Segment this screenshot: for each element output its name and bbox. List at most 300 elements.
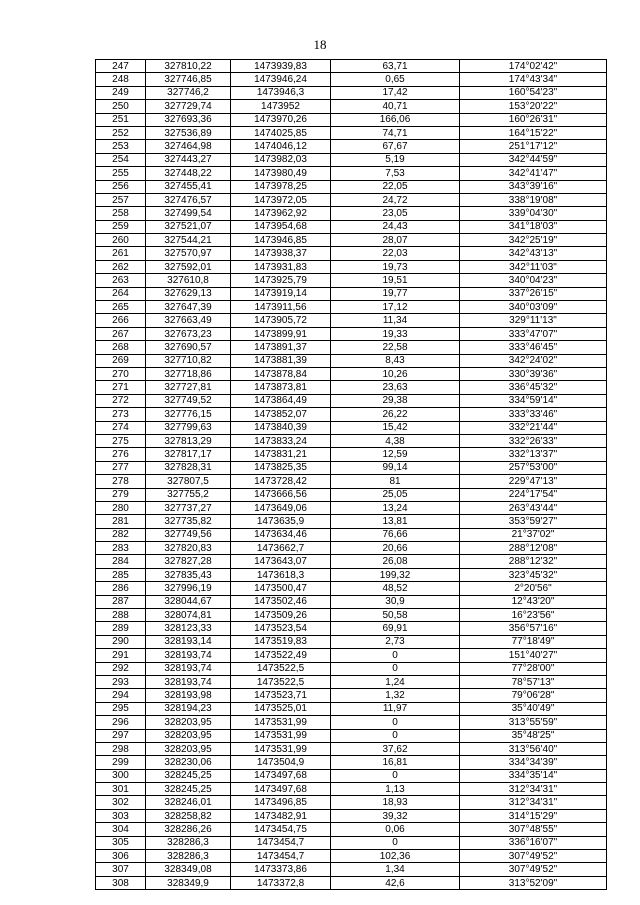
point-number-cell: 293 [96,675,146,688]
bearing-cell: 78°57'13" [460,675,607,688]
table-row [96,501,607,514]
distance-cell: 0 [331,836,460,849]
bearing-cell: 313°56'40" [460,742,607,755]
y-coordinate-cell: 1473523,71 [231,689,331,702]
y-coordinate-cell: 1473502,46 [231,595,331,608]
point-number-cell: 291 [96,649,146,662]
distance-cell: 40,71 [331,100,460,113]
distance-cell: 17,42 [331,86,460,99]
distance-cell: 1,32 [331,689,460,702]
y-coordinate-cell: 1473649,06 [231,501,331,514]
page-number: 18 [313,37,327,52]
point-number-cell: 292 [96,662,146,675]
bearing-cell: 313°52'09" [460,876,607,889]
distance-cell: 7,53 [331,167,460,180]
point-number-cell: 261 [96,247,146,260]
distance-cell: 0 [331,729,460,742]
point-number-cell: 266 [96,314,146,327]
bearing-cell: 160°54'23" [460,86,607,99]
y-coordinate-cell: 1473931,83 [231,260,331,273]
table-row [96,809,607,822]
y-coordinate-cell: 1473946,85 [231,234,331,247]
point-number-cell: 288 [96,609,146,622]
table-row [96,60,607,73]
bearing-cell: 314°15'29" [460,809,607,822]
bearing-cell: 333°47'07" [460,327,607,340]
table-row [96,542,607,555]
table-row [96,823,607,836]
distance-cell: 28,07 [331,234,460,247]
x-coordinate-cell: 328286,3 [146,836,231,849]
x-coordinate-cell: 327718,86 [146,367,231,380]
bearing-cell: 16°23'56" [460,609,607,622]
point-number-cell: 287 [96,595,146,608]
x-coordinate-cell: 327835,43 [146,568,231,581]
bearing-cell: 307°49'52" [460,850,607,863]
point-number-cell: 251 [96,113,146,126]
y-coordinate-cell: 1473962,92 [231,207,331,220]
x-coordinate-cell: 327996,19 [146,582,231,595]
y-coordinate-cell: 1473666,56 [231,488,331,501]
y-coordinate-cell: 1473982,03 [231,153,331,166]
y-coordinate-cell: 1473454,7 [231,836,331,849]
distance-cell: 19,73 [331,260,460,273]
point-number-cell: 279 [96,488,146,501]
point-number-cell: 273 [96,408,146,421]
x-coordinate-cell: 327776,15 [146,408,231,421]
x-coordinate-cell: 327746,2 [146,86,231,99]
table-row [96,662,607,675]
coordinates-table [95,59,607,890]
bearing-cell: 312°34'31" [460,796,607,809]
distance-cell: 67,67 [331,140,460,153]
x-coordinate-cell: 327673,23 [146,327,231,340]
bearing-cell: 341°18'03" [460,220,607,233]
bearing-cell: 329°11'13" [460,314,607,327]
table-row [96,394,607,407]
distance-cell: 50,58 [331,609,460,622]
x-coordinate-cell: 327476,57 [146,193,231,206]
table-row [96,247,607,260]
distance-cell: 0 [331,662,460,675]
distance-cell: 17,12 [331,301,460,314]
table-row [96,86,607,99]
bearing-cell: 337°26'15" [460,287,607,300]
bearing-cell: 342°43'13" [460,247,607,260]
table-row [96,876,607,889]
y-coordinate-cell: 1473938,37 [231,247,331,260]
bearing-cell: 338°19'08" [460,193,607,206]
distance-cell: 76,66 [331,528,460,541]
bearing-cell: 12°43'20" [460,595,607,608]
point-number-cell: 280 [96,501,146,514]
x-coordinate-cell: 327737,27 [146,501,231,514]
y-coordinate-cell: 1473946,3 [231,86,331,99]
table-row [96,153,607,166]
point-number-cell: 272 [96,394,146,407]
x-coordinate-cell: 327817,17 [146,448,231,461]
x-coordinate-cell: 327455,41 [146,180,231,193]
bearing-cell: 35°48'25" [460,729,607,742]
y-coordinate-cell: 1473500,47 [231,582,331,595]
point-number-cell: 265 [96,301,146,314]
distance-cell: 29,38 [331,394,460,407]
table-row [96,769,607,782]
x-coordinate-cell: 327813,29 [146,434,231,447]
table-row [96,448,607,461]
bearing-cell: 288°12'08" [460,542,607,555]
point-number-cell: 296 [96,716,146,729]
distance-cell: 0,06 [331,823,460,836]
y-coordinate-cell: 1473496,85 [231,796,331,809]
x-coordinate-cell: 327629,13 [146,287,231,300]
distance-cell: 42,6 [331,876,460,889]
x-coordinate-cell: 328044,67 [146,595,231,608]
point-number-cell: 260 [96,234,146,247]
y-coordinate-cell: 1473873,81 [231,381,331,394]
x-coordinate-cell: 327810,22 [146,60,231,73]
distance-cell: 69,91 [331,622,460,635]
y-coordinate-cell: 1473372,8 [231,876,331,889]
distance-cell: 99,14 [331,461,460,474]
point-number-cell: 285 [96,568,146,581]
point-number-cell: 248 [96,73,146,86]
distance-cell: 1,24 [331,675,460,688]
point-number-cell: 254 [96,153,146,166]
distance-cell: 1,13 [331,783,460,796]
table-row [96,126,607,139]
bearing-cell: 334°35'14" [460,769,607,782]
bearing-cell: 343°39'16" [460,180,607,193]
table-row [96,234,607,247]
table-row [96,421,607,434]
distance-cell: 25,05 [331,488,460,501]
distance-cell: 24,72 [331,193,460,206]
bearing-cell: 77°18'49" [460,635,607,648]
table-row [96,461,607,474]
bearing-cell: 332°13'37" [460,448,607,461]
table-row [96,582,607,595]
bearing-cell: 333°33'46" [460,408,607,421]
table-row [96,327,607,340]
table-row [96,515,607,528]
point-number-cell: 249 [96,86,146,99]
y-coordinate-cell: 1473504,9 [231,756,331,769]
bearing-cell: 340°03'09" [460,301,607,314]
distance-cell: 20,66 [331,542,460,555]
distance-cell: 16,81 [331,756,460,769]
distance-cell: 63,71 [331,60,460,73]
point-number-cell: 278 [96,475,146,488]
point-number-cell: 268 [96,341,146,354]
point-number-cell: 255 [96,167,146,180]
point-number-cell: 264 [96,287,146,300]
table-row [96,783,607,796]
point-number-cell: 256 [96,180,146,193]
bearing-cell: 332°26'33" [460,434,607,447]
distance-cell: 102,36 [331,850,460,863]
distance-cell: 0,65 [331,73,460,86]
point-number-cell: 271 [96,381,146,394]
bearing-cell: 330°39'36" [460,367,607,380]
x-coordinate-cell: 328074,81 [146,609,231,622]
point-number-cell: 277 [96,461,146,474]
y-coordinate-cell: 1473972,05 [231,193,331,206]
point-number-cell: 247 [96,60,146,73]
y-coordinate-cell: 1473454,75 [231,823,331,836]
y-coordinate-cell: 1473618,3 [231,568,331,581]
y-coordinate-cell: 1473905,72 [231,314,331,327]
table-row [96,434,607,447]
bearing-cell: 333°46'45" [460,341,607,354]
point-number-cell: 297 [96,729,146,742]
bearing-cell: 342°41'47" [460,167,607,180]
table-row [96,609,607,622]
point-number-cell: 306 [96,850,146,863]
point-number-cell: 305 [96,836,146,849]
y-coordinate-cell: 1473840,39 [231,421,331,434]
bearing-cell: 342°44'59" [460,153,607,166]
x-coordinate-cell: 327570,97 [146,247,231,260]
table-row [96,100,607,113]
x-coordinate-cell: 327464,98 [146,140,231,153]
bearing-cell: 257°53'00" [460,461,607,474]
table-row [96,729,607,742]
bearing-cell: 313°55'59" [460,716,607,729]
table-row [96,528,607,541]
bearing-cell: 251°17'12" [460,140,607,153]
x-coordinate-cell: 328349,9 [146,876,231,889]
point-number-cell: 290 [96,635,146,648]
x-coordinate-cell: 327592,01 [146,260,231,273]
y-coordinate-cell: 1473946,24 [231,73,331,86]
table-row [96,742,607,755]
table-row [96,260,607,273]
point-number-cell: 308 [96,876,146,889]
point-number-cell: 286 [96,582,146,595]
bearing-cell: 339°04'30" [460,207,607,220]
x-coordinate-cell: 328193,74 [146,649,231,662]
bearing-cell: 342°25'19" [460,234,607,247]
y-coordinate-cell: 1473531,99 [231,742,331,755]
y-coordinate-cell: 1473978,25 [231,180,331,193]
y-coordinate-cell: 1473634,46 [231,528,331,541]
bearing-cell: 263°43'44" [460,501,607,514]
point-number-cell: 275 [96,434,146,447]
point-number-cell: 282 [96,528,146,541]
point-number-cell: 258 [96,207,146,220]
table-row [96,796,607,809]
bearing-cell: 2°20'56" [460,582,607,595]
y-coordinate-cell: 1473531,99 [231,729,331,742]
distance-cell: 4,38 [331,434,460,447]
point-number-cell: 252 [96,126,146,139]
bearing-cell: 151°40'27" [460,649,607,662]
y-coordinate-cell: 1473662,7 [231,542,331,555]
x-coordinate-cell: 327663,49 [146,314,231,327]
bearing-cell: 174°02'42" [460,60,607,73]
table-body [96,60,607,890]
point-number-cell: 301 [96,783,146,796]
distance-cell: 199,32 [331,568,460,581]
y-coordinate-cell: 1473373,86 [231,863,331,876]
table-row [96,367,607,380]
y-coordinate-cell: 1473509,26 [231,609,331,622]
bearing-cell: 164°15'22" [460,126,607,139]
x-coordinate-cell: 327690,57 [146,341,231,354]
point-number-cell: 274 [96,421,146,434]
distance-cell: 15,42 [331,421,460,434]
x-coordinate-cell: 328286,3 [146,850,231,863]
x-coordinate-cell: 328245,25 [146,769,231,782]
table-row [96,475,607,488]
x-coordinate-cell: 327499,54 [146,207,231,220]
distance-cell: 19,33 [331,327,460,340]
point-number-cell: 270 [96,367,146,380]
y-coordinate-cell: 1473878,84 [231,367,331,380]
y-coordinate-cell: 1473482,91 [231,809,331,822]
distance-cell: 18,93 [331,796,460,809]
distance-cell: 5,19 [331,153,460,166]
table-row [96,193,607,206]
table-row [96,314,607,327]
point-number-cell: 302 [96,796,146,809]
distance-cell: 0 [331,716,460,729]
table-row [96,836,607,849]
bearing-cell: 332°21'44" [460,421,607,434]
point-number-cell: 284 [96,555,146,568]
y-coordinate-cell: 1474046,12 [231,140,331,153]
point-number-cell: 299 [96,756,146,769]
bearing-cell: 288°12'32" [460,555,607,568]
bearing-cell: 336°16'07" [460,836,607,849]
x-coordinate-cell: 328349,08 [146,863,231,876]
distance-cell: 11,97 [331,702,460,715]
y-coordinate-cell: 1473454,7 [231,850,331,863]
y-coordinate-cell: 1473980,49 [231,167,331,180]
point-number-cell: 250 [96,100,146,113]
table-row [96,301,607,314]
table-row [96,649,607,662]
bearing-cell: 334°34'39" [460,756,607,769]
point-number-cell: 259 [96,220,146,233]
table-row [96,73,607,86]
distance-cell: 74,71 [331,126,460,139]
table-row [96,675,607,688]
distance-cell: 26,22 [331,408,460,421]
point-number-cell: 257 [96,193,146,206]
distance-cell: 22,05 [331,180,460,193]
x-coordinate-cell: 327610,8 [146,274,231,287]
x-coordinate-cell: 327749,56 [146,528,231,541]
distance-cell: 39,32 [331,809,460,822]
y-coordinate-cell: 1473497,68 [231,783,331,796]
table-row [96,274,607,287]
x-coordinate-cell: 328193,74 [146,675,231,688]
bearing-cell: 356°57'16" [460,622,607,635]
point-number-cell: 281 [96,515,146,528]
x-coordinate-cell: 327755,2 [146,488,231,501]
bearing-cell: 307°48'55" [460,823,607,836]
x-coordinate-cell: 328193,74 [146,662,231,675]
y-coordinate-cell: 1473899,91 [231,327,331,340]
point-number-cell: 276 [96,448,146,461]
bearing-cell: 174°43'34" [460,73,607,86]
x-coordinate-cell: 328194,23 [146,702,231,715]
x-coordinate-cell: 328203,95 [146,742,231,755]
x-coordinate-cell: 327828,31 [146,461,231,474]
y-coordinate-cell: 1473833,24 [231,434,331,447]
bearing-cell: 336°45'32" [460,381,607,394]
y-coordinate-cell: 1473952 [231,100,331,113]
table-row [96,863,607,876]
y-coordinate-cell: 1473525,01 [231,702,331,715]
distance-cell: 26,08 [331,555,460,568]
x-coordinate-cell: 328203,95 [146,729,231,742]
distance-cell: 166,06 [331,113,460,126]
point-number-cell: 294 [96,689,146,702]
distance-cell: 10,26 [331,367,460,380]
y-coordinate-cell: 1473881,39 [231,354,331,367]
y-coordinate-cell: 1473522,5 [231,662,331,675]
x-coordinate-cell: 327536,89 [146,126,231,139]
distance-cell: 48,52 [331,582,460,595]
point-number-cell: 303 [96,809,146,822]
bearing-cell: 224°17'54" [460,488,607,501]
y-coordinate-cell: 1473523,54 [231,622,331,635]
y-coordinate-cell: 1473864,49 [231,394,331,407]
distance-cell: 2,73 [331,635,460,648]
table-row [96,689,607,702]
distance-cell: 23,63 [331,381,460,394]
point-number-cell: 298 [96,742,146,755]
bearing-cell: 334°59'14" [460,394,607,407]
distance-cell: 12,59 [331,448,460,461]
x-coordinate-cell: 327448,22 [146,167,231,180]
x-coordinate-cell: 327443,27 [146,153,231,166]
x-coordinate-cell: 328123,33 [146,622,231,635]
y-coordinate-cell: 1473891,37 [231,341,331,354]
point-number-cell: 300 [96,769,146,782]
table-row [96,381,607,394]
table-row [96,850,607,863]
x-coordinate-cell: 327729,74 [146,100,231,113]
bearing-cell: 153°20'22" [460,100,607,113]
y-coordinate-cell: 1473825,35 [231,461,331,474]
x-coordinate-cell: 328193,14 [146,635,231,648]
bearing-cell: 312°34'31" [460,783,607,796]
distance-cell: 1,34 [331,863,460,876]
point-number-cell: 267 [96,327,146,340]
y-coordinate-cell: 1473925,79 [231,274,331,287]
table-row [96,622,607,635]
distance-cell: 23,05 [331,207,460,220]
distance-cell: 8,43 [331,354,460,367]
table-row [96,716,607,729]
point-number-cell: 289 [96,622,146,635]
distance-cell: 19,77 [331,287,460,300]
bearing-cell: 160°26'31" [460,113,607,126]
point-number-cell: 269 [96,354,146,367]
x-coordinate-cell: 328193,98 [146,689,231,702]
bearing-cell: 229°47'13" [460,475,607,488]
bearing-cell: 340°04'23" [460,274,607,287]
distance-cell: 22,58 [331,341,460,354]
x-coordinate-cell: 327727,81 [146,381,231,394]
table-row [96,354,607,367]
x-coordinate-cell: 327710,82 [146,354,231,367]
point-number-cell: 253 [96,140,146,153]
